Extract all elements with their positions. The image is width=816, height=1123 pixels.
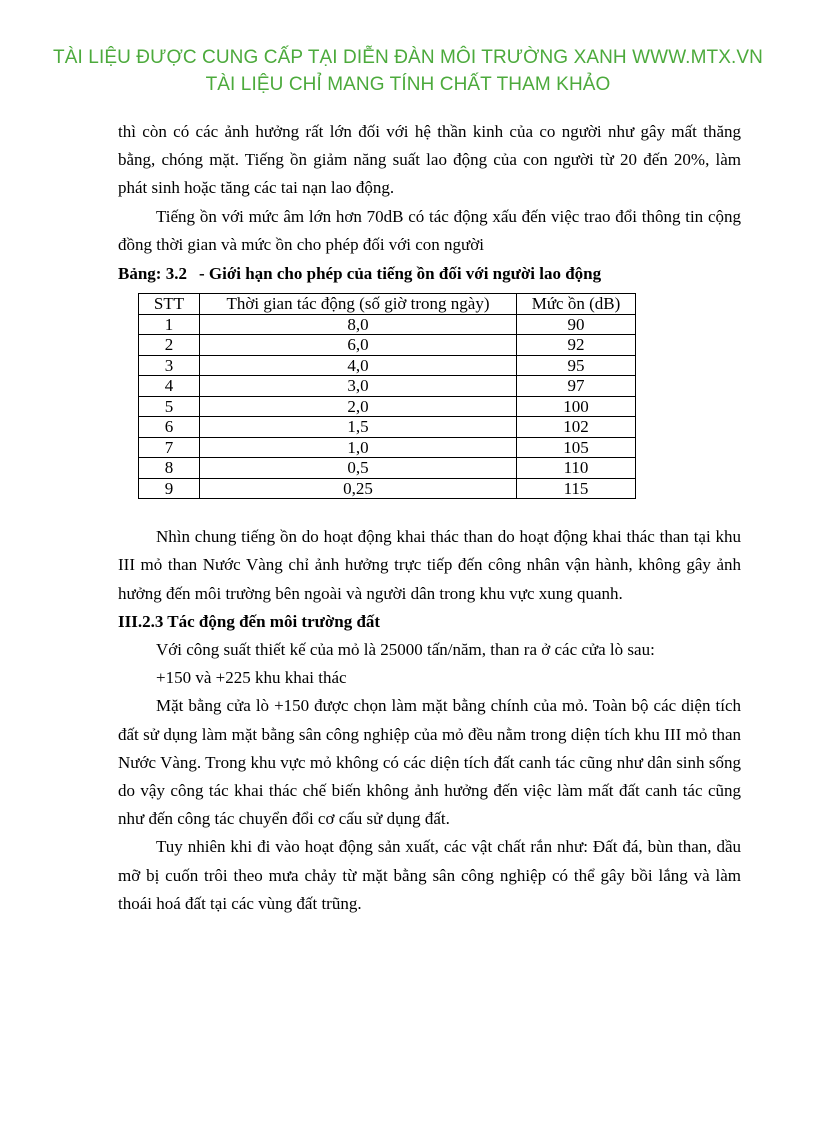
header-duration: Thời gian tác động (số giờ trong ngày) (200, 294, 517, 315)
cell-noise-level: 97 (517, 376, 636, 397)
cell-duration: 6,0 (200, 335, 517, 356)
cell-duration: 0,25 (200, 478, 517, 499)
watermark-header (0, 44, 816, 98)
cell-stt: 7 (139, 437, 200, 458)
paragraph-sedimentation: Tuy nhiên khi đi vào hoạt động sản xuất, các vật chất rắn như: Đất đá, bùn than, dầu mỡ bị cuốn trôi theo mưa chảy từ mặt bằng sân công nghiệp có thể gây bồi lắng và làm thoái hoá đất tại các vùng đất trũng. (118, 837, 741, 913)
cell-stt: 2 (139, 335, 200, 356)
paragraph-capacity: Với công suất thiết kế của mỏ là 25000 tấn/năm, than ra ở các cửa lò sau: (156, 640, 655, 660)
table-row (139, 437, 636, 458)
table-row (139, 458, 636, 479)
header-line-1: TÀI LIỆU ĐƯỢC CUNG CẤP TẠI DIỄN ĐÀN MÔI TRƯỜNG XANH WWW.MTX.VN (53, 47, 763, 68)
table-header-row (139, 294, 636, 315)
section-heading: III.2.3 Tác động đến môi trường đất (118, 611, 381, 631)
cell-duration: 1,0 (200, 437, 517, 458)
header-line-2: TÀI LIỆU CHỈ MANG TÍNH CHẤT THAM KHẢO (205, 74, 611, 95)
cell-noise-level: 110 (517, 458, 636, 479)
header-noise-level: Mức ồn (dB) (517, 294, 636, 315)
cell-duration: 1,5 (200, 417, 517, 438)
paragraph-noise-70db: Tiếng ồn với mức âm lớn hơn 70dB có tác động xấu đến việc trao đổi thông tin cộng đồng thời gian và mức ồn cho phép đối với con người (118, 206, 741, 254)
table-row (139, 314, 636, 335)
cell-noise-level: 92 (517, 335, 636, 356)
paragraph-noise-summary: Nhìn chung tiếng ồn do hoạt động khai thác than do hoạt động khai thác than tại khu III mỏ than Nước Vàng chỉ ảnh hưởng trực tiếp đến công nhân vận hành, không gây ảnh hưởng đến môi trường bên ngoài và người dân trong khu vực xung quanh. (118, 527, 741, 603)
header-stt: STT (139, 294, 200, 315)
cell-noise-level: 90 (517, 314, 636, 335)
cell-noise-level: 100 (517, 396, 636, 417)
cell-stt: 3 (139, 355, 200, 376)
table-caption (118, 260, 741, 288)
table-caption-label: Bảng: 3.2 (118, 264, 187, 284)
table-row (139, 396, 636, 417)
table-caption-text: - Giới hạn cho phép của tiếng ồn đối với người lao động (198, 264, 602, 284)
paragraph-land-use: Mặt bằng cửa lò +150 được chọn làm mặt bằng chính của mỏ. Toàn bộ các diện tích đất sử dụng làm mặt bằng sân công nghiệp của mỏ đều nằm trong diện tích khu III mỏ than Nước Vàng. Trong khu vực mỏ không có các diện tích đất canh tác cũng như dân sinh sống do vậy công tác khai thác chế biến không ảnh hưởng đến việc làm mất đất canh tác cũng như đến công tác chuyển đổi cơ cấu sử dụng đất. (118, 696, 741, 829)
cell-noise-level: 105 (517, 437, 636, 458)
table-row (139, 478, 636, 499)
table-row (139, 335, 636, 356)
cell-duration: 8,0 (200, 314, 517, 335)
cell-stt: 1 (139, 314, 200, 335)
cell-duration: 2,0 (200, 396, 517, 417)
cell-duration: 3,0 (200, 376, 517, 397)
document-body (118, 118, 741, 918)
cell-duration: 4,0 (200, 355, 517, 376)
cell-stt: 9 (139, 478, 200, 499)
table-row (139, 417, 636, 438)
noise-limit-table (138, 293, 636, 499)
cell-noise-level: 115 (517, 478, 636, 499)
cell-stt: 6 (139, 417, 200, 438)
cell-stt: 4 (139, 376, 200, 397)
cell-duration: 0,5 (200, 458, 517, 479)
paragraph-mine-entrances: +150 và +225 khu khai thác (156, 668, 347, 688)
cell-stt: 8 (139, 458, 200, 479)
table-row (139, 376, 636, 397)
cell-noise-level: 102 (517, 417, 636, 438)
table-row (139, 355, 636, 376)
cell-stt: 5 (139, 396, 200, 417)
cell-noise-level: 95 (517, 355, 636, 376)
paragraph-noise-effects: thì còn có các ảnh hưởng rất lớn đối với hệ thần kinh của co người như gây mất thăng bằng, chóng mặt. Tiếng ồn giảm năng suất lao động của con người từ 20 đến 20%, làm phát sinh hoặc tăng các tai nạn lao động. (118, 122, 741, 198)
